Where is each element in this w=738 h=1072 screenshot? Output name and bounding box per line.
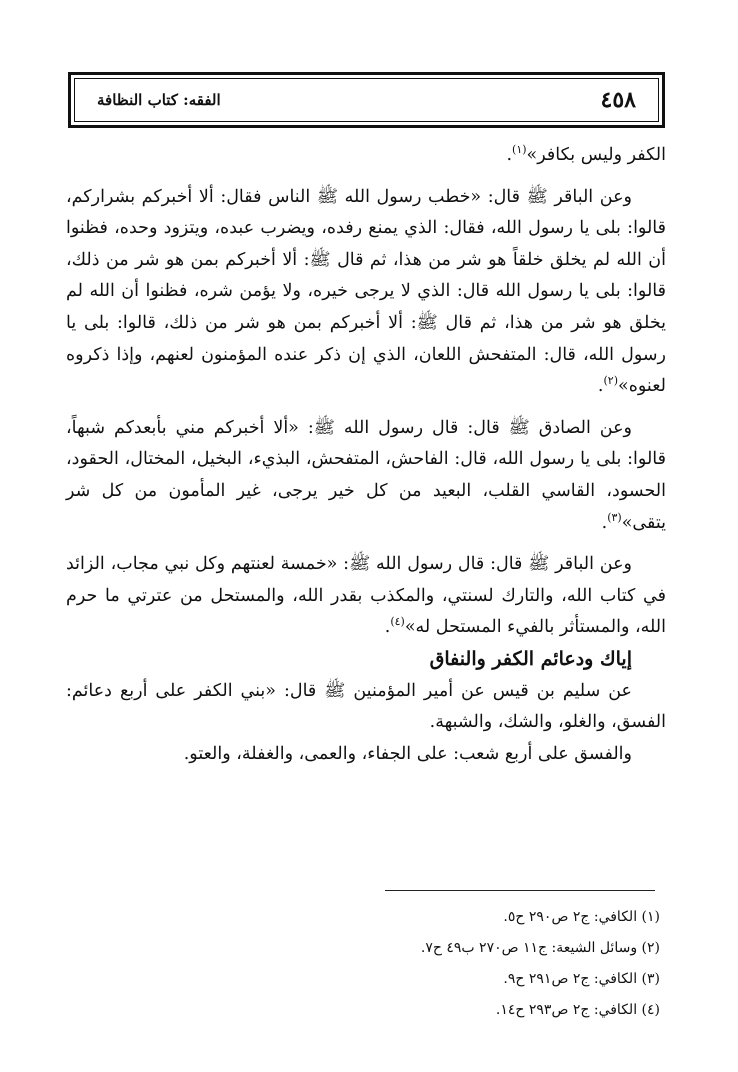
footnote-ref-3: (٣)	[607, 510, 622, 524]
section-heading: إياك ودعائم الكفر والنفاق	[429, 647, 632, 670]
footnote-item: (٣) الكافي: ج٢ ص٢٩١ ح٩.	[503, 971, 660, 987]
main-text	[66, 140, 666, 770]
paragraph-continuation: الكفر وليس بكافر»$^{(١)}$.	[506, 143, 666, 165]
footnote-ref-2: (٢)	[603, 374, 619, 388]
paragraph-baqir-hadith: وعن الباقر ﷺ قال: «خطب رسول الله ﷺ الناس فقال: ألا أخبركم بشراركم، قالوا: بلى يا رسول الله، فقال: الذي يمنع رفده، ويضرب عبده، ويتزود وحده، فظنوا أن الله لم يخلق خلقاً هو شر من هذا، ثم قال ﷺ: ألا أخبركم بمن هو شر من ذلك، قالوا: بلى يا رسول الله قال: الذي لا يرجى خيره، ولا يؤمن شره، فظنوا أن الله لم يخلق هو شر من هذا، ثم قال ﷺ: ألا أخبركم بمن هو شر من ذلك، قالوا: بلى يا رسول الله، قال: المتفحش اللعان، الذي إن ذكر عنده المؤمنون لعنهم، وإذا ذكروه لعنوه»$^{(٢)}$.	[66, 186, 666, 397]
footnotes	[360, 902, 660, 1026]
footnote-ref-4: (٤)	[390, 615, 405, 629]
footnote-item: (١) الكافي: ج٢ ص٢٩٠ ح٥.	[503, 909, 660, 925]
paragraph-sadiq-hadith: وعن الصادق ﷺ قال: قال رسول الله ﷺ: «ألا أخبركم مني بأبعدكم شبهاً، قالوا: بلى يا رسول الله، قال: الفاحش، المتفحش، البذيء، البخيل، المختال، الحقود، الحسود، القاسي القلب، البعيد من كل خير يرجى، غير المأمون من كل شر يتقى»$^{(٣)}$.	[66, 417, 666, 533]
footnote-item: (٢) وسائل الشيعة: ج١١ ص٢٧٠ ب٤٩ ح٧.	[420, 940, 660, 956]
paragraph-fisq-branches: والفسق على أربع شعب: على الجفاء، والعمى، والغفلة، والعتو.	[183, 743, 632, 764]
footnote-item: (٤) الكافي: ج٢ ص٢٩٣ ح١٤.	[495, 1002, 660, 1018]
footnote-ref-1: (١)	[512, 143, 527, 157]
footnote-divider	[385, 890, 655, 891]
page-number: ٤٥٨	[600, 87, 636, 113]
paragraph-five-cursed: وعن الباقر ﷺ قال: قال رسول الله ﷺ: «خمسة لعنتهم وكل نبي مجاب، الزائد في كتاب الله، والتارك لسنتي، والمكذب بقدر الله، والمستحل من عترتي ما حرم الله، والمستأثر بالفيء المستحل له»$^{(٤)}$.	[66, 554, 666, 638]
chapter-title: الفقه: كتاب النظافة	[97, 91, 221, 109]
running-header-frame	[74, 78, 659, 122]
paragraph-salim-hadith: عن سليم بن قيس عن أمير المؤمنين ﷺ قال: «بني الكفر على أربع دعائم: الفسق، والغلو، والشك، والشبهة.	[66, 680, 666, 733]
running-header	[68, 72, 665, 128]
